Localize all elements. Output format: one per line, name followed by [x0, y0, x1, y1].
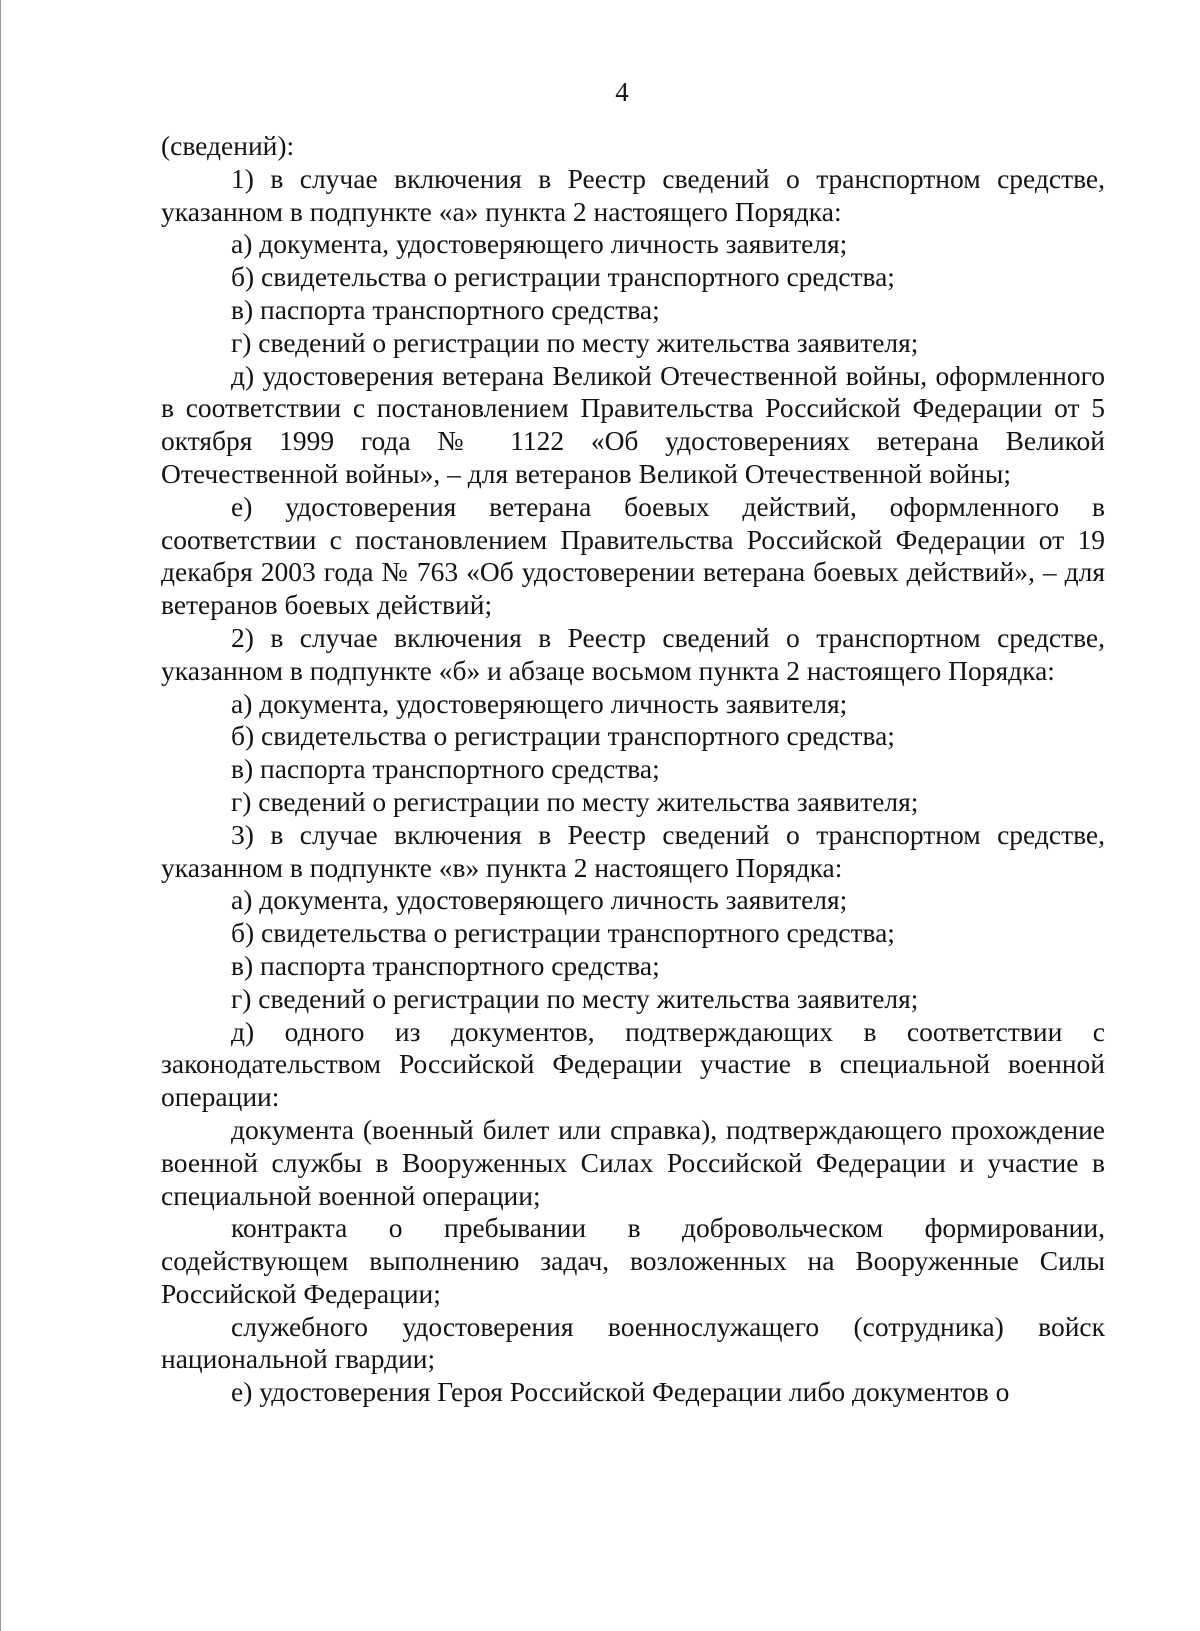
paragraph: в) паспорта транспортного средства;: [231, 753, 660, 785]
paragraph: служебного удостоверения военнослужащего (сотрудника) войск национальной гвардии;: [161, 1310, 1105, 1375]
paragraph: контракта о пребывании в добровольческом формировании, содействующем выполнению задач, возложенных на Вооруженные Силы Российской Федерации;: [161, 1212, 1105, 1309]
paragraph: д) одного из документов, подтверждающих в соответствии с законодательством Российской Федерации участие в специальной военной операции:: [161, 1015, 1105, 1113]
paragraph: г) сведений о регистрации по месту жительства заявителя;: [231, 326, 919, 358]
paragraph: а) документа, удостоверяющего личность заявителя;: [231, 228, 848, 260]
paragraph: документа (военный билет или справка), подтверждающего прохождение военной службы в Вооруженных Силах Российской Федерации и участие в специальной военной операции;: [161, 1113, 1105, 1211]
paragraph: г) сведений о регистрации по месту жительства заявителя;: [231, 785, 919, 817]
paragraph: 3) в случае включения в Реестр сведений о транспортном средстве, указанном в подпункте «в» пункта 2 настоящего Порядка:: [161, 818, 1105, 883]
paragraph: д) удостоверения ветерана Великой Отечественной войны, оформленного в соответствии с постановлением Правительства Российской Федерации от 5 октября 1999 года № 1122 «Об удостоверениях ветерана Великой Отечественной войны», – для ветеранов Великой Отечественной войны;: [161, 359, 1105, 489]
paragraph: а) документа, удостоверяющего личность заявителя;: [231, 884, 848, 916]
page-number: 4: [615, 77, 629, 107]
paragraph: б) свидетельства о регистрации транспортного средства;: [231, 720, 895, 752]
paragraph: в) паспорта транспортного средства;: [231, 949, 660, 981]
paragraph: б) свидетельства о регистрации транспортного средства;: [231, 261, 895, 293]
paragraph: в) паспорта транспортного средства;: [231, 293, 660, 325]
paragraph: б) свидетельства о регистрации транспортного средства;: [231, 917, 895, 949]
scan-edge-line: [0, 0, 1, 1631]
document-body: [161, 130, 1105, 1409]
paragraph: е) удостоверения ветерана боевых действий, оформленного в соответствии с постановлением Правительства Российской Федерации от 19 декабря 2003 года № 763 «Об удостоверении ветерана боевых действий», – для ветеранов боевых действий;: [161, 490, 1105, 621]
paragraph: г) сведений о регистрации по месту жительства заявителя;: [231, 982, 919, 1014]
paragraph: а) документа, удостоверяющего личность заявителя;: [231, 687, 848, 719]
paragraph: 2) в случае включения в Реестр сведений о транспортном средстве, указанном в подпункте «б» и абзаце восьмом пункта 2 настоящего Порядка:: [161, 621, 1105, 686]
paragraph: е) удостоверения Героя Российской Федерации либо документов о: [231, 1376, 1010, 1408]
paragraph: (сведений):: [161, 130, 295, 161]
paragraph: 1) в случае включения в Реестр сведений о транспортном средстве, указанном в подпункте «а» пункта 2 настоящего Порядка:: [161, 162, 1105, 227]
